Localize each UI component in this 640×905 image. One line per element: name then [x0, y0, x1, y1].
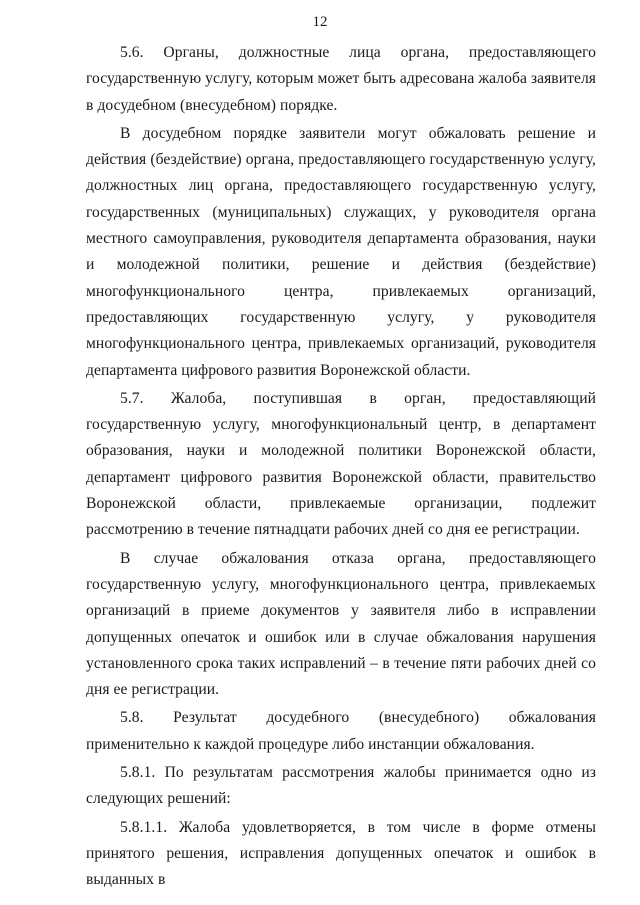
paragraph-5-7: 5.7. Жалоба, поступившая в орган, предоставляющий государственную услугу, многофункциональный центр, в департамент образования, науки и молодежной политики Воронежской области, департамент цифрового развития Воронежской области, правительство Воронежской области, привлекаемые организации, подлежит рассмотрению в течение пятнадцати рабочих дней со дня ее регистрации.	[86, 389, 596, 539]
document-body	[86, 40, 596, 894]
paragraph-5-8-1-1: 5.8.1.1. Жалоба удовлетворяется, в том числе в форме отмены принятого решения, исправления допущенных опечаток и ошибок в выданных в	[86, 818, 596, 889]
paragraph-5-6: 5.6. Органы, должностные лица органа, предоставляющего государственную услугу, которым может быть адресована жалоба заявителя в досудебном (внесудебном) порядке.	[86, 44, 596, 114]
paragraph-5-8: 5.8. Результат досудебного (внесудебного) обжалования применительно к каждой процедуре либо инстанции обжалования.	[86, 709, 596, 753]
paragraph-refusal-appeal: В случае обжалования отказа органа, предоставляющего государственную услугу, многофункционального центра, привлекаемых организаций в приеме документов у заявителя либо в исправлении допущенных опечаток и ошибок или в случае обжалования нарушения установленного срока таких исправлений – в течение пяти рабочих дней со дня ее регистрации.	[86, 549, 596, 699]
paragraph-pre-trial-appeal: В досудебном порядке заявители могут обжаловать решение и действия (бездействие) органа, предоставляющего государственную услугу, должностных лиц органа, предоставляющего государственную услугу, государственных (муниципальных) служащих, у руководителя органа местного самоуправления, руководителя департамента образования, науки и молодежной политики, решение и действия (бездействие) многофункционального центра, привлекаемых организаций, предоставляющих государственную услугу, у руководителя многофункционального центра, привлекаемых организаций, руководителя департамента цифрового развития Воронежской области.	[86, 124, 596, 379]
page-number: 12	[312, 14, 328, 30]
paragraph-5-8-1: 5.8.1. По результатам рассмотрения жалобы принимается одно из следующих решений:	[86, 764, 596, 808]
